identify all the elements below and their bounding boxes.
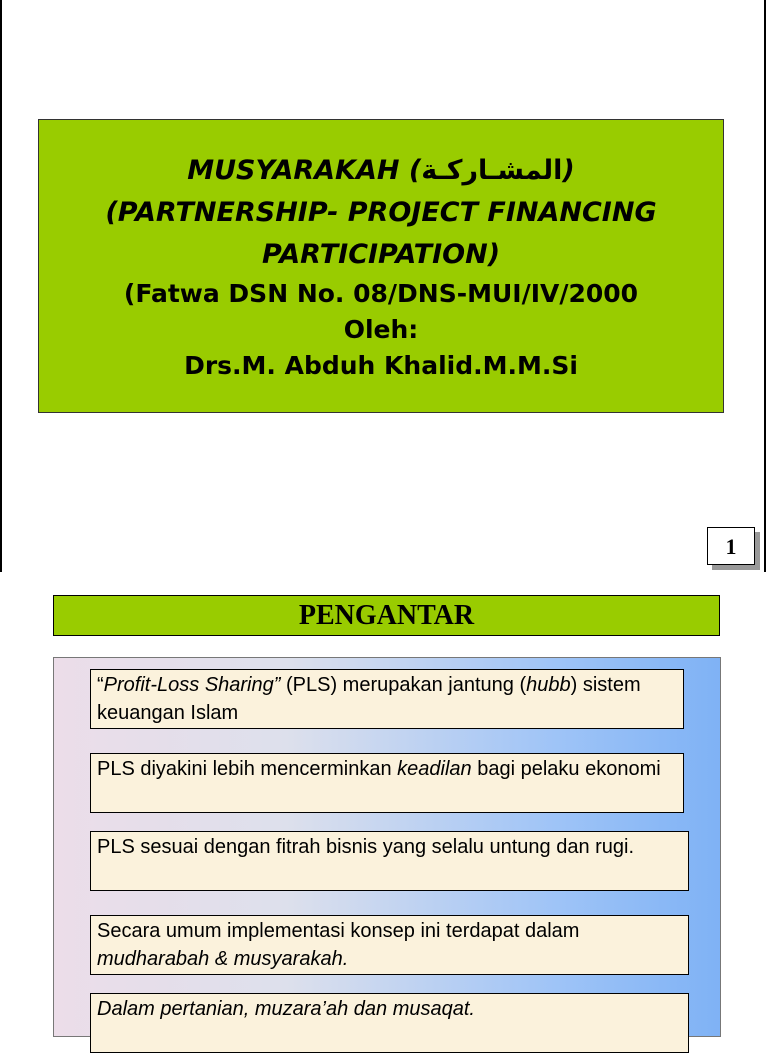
fatwa-line: (Fatwa DSN No. 08/DNS-MUI/IV/2000 xyxy=(123,279,639,308)
title-arabic: المشـاركـة xyxy=(421,155,563,186)
slide-2 xyxy=(0,572,768,1024)
term-mudharabah: mudharabah & musyarakah. xyxy=(97,948,349,970)
title-line xyxy=(39,120,723,192)
title-close-paren: ) xyxy=(562,155,575,186)
point-text-b: bagi pelaku ekonomi xyxy=(471,758,661,780)
point-text-a: PLS diyakini lebih mencerminkan xyxy=(97,758,398,780)
title-box xyxy=(38,119,724,413)
term-muzaraah: Dalam pertanian, muzara’ah dan musaqat. xyxy=(97,998,475,1020)
point-agriculture xyxy=(90,993,689,1053)
subtitle-line-2: PARTICIPATION) xyxy=(261,239,501,270)
point-pls-fitrah: PLS sesuai dengan fitrah bisnis yang selalu untung dan rugi. xyxy=(90,831,689,891)
term-keadilan: keadilan xyxy=(397,758,472,780)
point-text-a: (PLS) merupakan jantung ( xyxy=(280,674,527,696)
term-hubb: hubb xyxy=(526,674,571,696)
title-open-paren: ( xyxy=(399,155,422,186)
term-pls: Profit-Loss Sharing” xyxy=(103,674,281,696)
quote-open: “ xyxy=(97,674,104,696)
point-implementation xyxy=(90,915,689,975)
point-pls-heart xyxy=(90,669,684,729)
oleh-line: Oleh: xyxy=(343,315,419,344)
point-pls-justice xyxy=(90,753,684,813)
author-line: Drs.M. Abduh Khalid.M.M.Si xyxy=(184,351,578,380)
point-text-b: ) sistem keuangan Islam xyxy=(97,674,641,724)
subtitle-line-1: (PARTNERSHIP- PROJECT FINANCING xyxy=(105,197,657,228)
section-heading: PENGANTAR xyxy=(53,595,720,636)
title-latin: MUSYARAKAH xyxy=(187,155,400,186)
point-text-a: Secara umum implementasi konsep ini terdapat dalam xyxy=(97,920,580,942)
page-number-badge: 1 xyxy=(707,527,755,565)
